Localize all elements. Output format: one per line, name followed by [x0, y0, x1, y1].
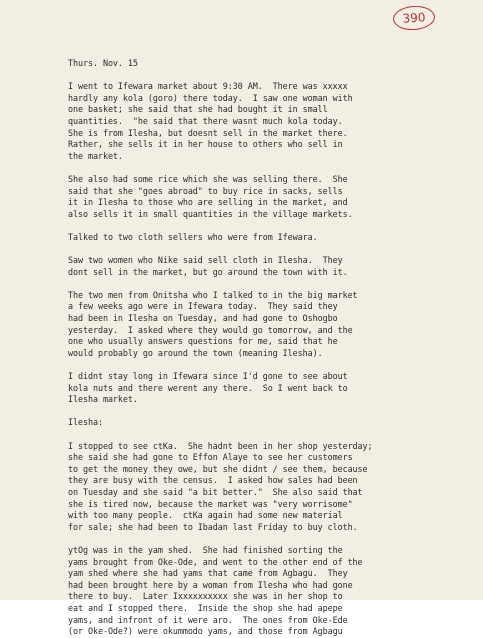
text-line: she is tired now, because the market was "very worrisome"	[68, 498, 353, 509]
text-line: The two men from Onitsha who I talked to in the big market	[68, 289, 358, 300]
paragraph-gap	[68, 244, 468, 256]
text-line: would probably go around the town (meaning Ilesha).	[68, 347, 323, 358]
text-line: with too many people. ctKa again had some new material	[68, 510, 343, 521]
paragraph	[68, 255, 468, 278]
text-line: had been in Ilesha on Tuesday, and had gone to Oshogbo	[68, 313, 338, 324]
text-line: the market.	[68, 150, 123, 161]
text-line: She is from Ilesha, but doesnt sell in the market there.	[68, 127, 348, 138]
text-line: it in Ilesha to those who are selling in the market, and	[68, 197, 348, 208]
typed-text-body	[68, 58, 468, 638]
text-line: yam shed where she had yams that came from Agbagu. They	[68, 568, 348, 579]
text-line: said that she "goes abroad" to buy rice in sacks, sells	[68, 185, 343, 196]
paragraph-gap	[68, 406, 468, 418]
paragraph-gap	[68, 162, 468, 174]
page-number-stamp: 390	[392, 5, 436, 32]
text-line: ytOg was in the yam shed. She had finished sorting the	[68, 544, 343, 555]
text-line: had been brought here by a woman from Ilesha who had gone	[68, 579, 353, 590]
paragraph	[68, 232, 468, 244]
paragraph-gap	[68, 429, 468, 441]
text-line: yams brought from Oke-Ode, and went to the other end of the	[68, 556, 363, 567]
paragraph	[68, 174, 468, 220]
text-line: quantities. "he said that there wasnt much kola today.	[68, 115, 343, 126]
text-line: I stopped to see ctKa. She hadnt been in her shop yesterday;	[68, 440, 373, 451]
paragraph	[68, 545, 468, 638]
text-line: eat and I stopped there. Inside the shop she had apepe	[68, 602, 343, 613]
text-line: she said she had gone to Effon Alaye to see her customers	[68, 452, 353, 463]
text-line: I went to Ifewara market about 9:30 AM. There was xxxxx	[68, 81, 348, 92]
text-line: Talked to two cloth sellers who were from Ifewara.	[68, 231, 318, 242]
text-line: there to buy. Later Ixxxxxxxxxx she was in her shop to	[68, 591, 343, 602]
date-heading: Thurs. Nov. 15	[68, 58, 138, 68]
text-line: Ilesha:	[68, 417, 103, 428]
paragraph-gap	[68, 359, 468, 371]
text-line: Ilesha market.	[68, 394, 138, 405]
text-line: I didnt stay long in Ifewara since I'd gone to see about	[68, 371, 348, 382]
text-line: one who usually answers questions for me, said that he	[68, 336, 338, 347]
text-line: on Tuesday and she said "a bit better." She also said that	[68, 486, 363, 497]
text-line: for sale; she had been to Ibadan last Friday to buy cloth.	[68, 521, 358, 532]
text-line: one basket; she said that she had bought it in small	[68, 104, 328, 115]
paragraph	[68, 290, 468, 360]
text-line: dont sell in the market, but go around the town with it.	[68, 266, 348, 277]
text-line: to get the money they owe, but she didnt / see them, because	[68, 463, 368, 474]
text-line: hardly any kola (goro) there today. I saw one woman with	[68, 92, 353, 103]
text-line: a few weeks ago were in Ifewara today. They said they	[68, 301, 338, 312]
paragraph-gap	[68, 533, 468, 545]
paragraph	[68, 371, 468, 406]
text-line: (or Oke-Ode?) were okummodo yams, and those from Agbagu	[68, 626, 343, 637]
text-line: kola nuts and there werent any there. So I went back to	[68, 382, 348, 393]
paragraph	[68, 417, 468, 429]
text-line: Rather, she sells it in her house to others who sell in	[68, 139, 343, 150]
paragraph-gap	[68, 220, 468, 232]
text-line: they are busy with the census. I asked how sales had been	[68, 475, 358, 486]
paragraph-gap	[68, 278, 468, 290]
text-line: yams, and infront of it were aro. The ones from Oke-Ede	[68, 614, 348, 625]
paragraph	[68, 81, 468, 162]
text-line: Saw two women who Nike said sell cloth in Ilesha. They	[68, 255, 343, 266]
text-line: also sells it in small quantities in the village markets.	[68, 208, 353, 219]
text-line: She also had some rice which she was selling there. She	[68, 173, 348, 184]
paragraph	[68, 441, 468, 534]
text-line: yesterday. I asked where they would go tomorrow, and the	[68, 324, 353, 335]
